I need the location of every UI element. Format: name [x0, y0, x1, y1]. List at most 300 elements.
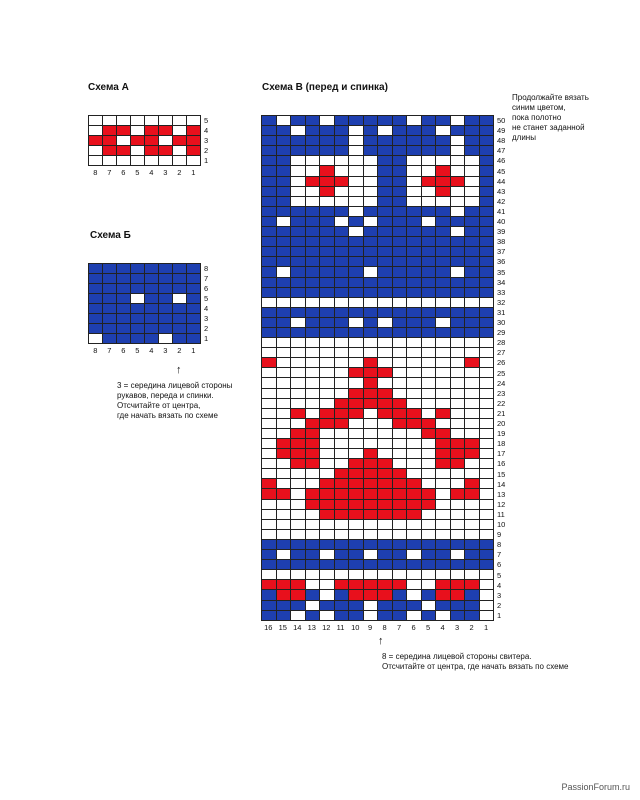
grid-cell — [436, 510, 450, 519]
grid-cell — [291, 489, 305, 498]
grid-cell — [306, 288, 320, 297]
grid-cell — [393, 247, 407, 256]
grid-cell — [378, 217, 392, 226]
grid-cell — [173, 324, 186, 333]
grid-cell — [349, 389, 363, 398]
grid-cell — [393, 449, 407, 458]
grid-cell — [480, 409, 494, 418]
grid-cell — [422, 197, 436, 206]
grid-cell — [320, 419, 334, 428]
grid-cell — [407, 227, 421, 236]
grid-cell — [393, 156, 407, 165]
grid-cell — [451, 520, 465, 529]
grid-cell — [436, 590, 450, 599]
grid-cell — [349, 197, 363, 206]
grid-cell — [291, 358, 305, 367]
grid-cell — [277, 288, 291, 297]
grid-cell — [320, 530, 334, 539]
grid-cell — [480, 267, 494, 276]
grid-cell — [378, 469, 392, 478]
grid-cell — [262, 570, 276, 579]
grid-cell — [451, 389, 465, 398]
grid-cell — [407, 550, 421, 559]
scheme-a-title: Схема А — [88, 82, 129, 93]
grid-cell — [131, 146, 144, 155]
grid-cell — [291, 439, 305, 448]
grid-cell — [173, 284, 186, 293]
row-label: 46 — [497, 156, 506, 166]
grid-cell — [262, 267, 276, 276]
grid-cell — [277, 378, 291, 387]
grid-cell — [465, 409, 479, 418]
grid-cell — [103, 314, 116, 323]
grid-cell — [378, 177, 392, 186]
grid-cell — [173, 294, 186, 303]
grid-cell — [306, 237, 320, 246]
grid-cell — [159, 274, 172, 283]
grid-cell — [407, 459, 421, 468]
grid-cell — [407, 590, 421, 599]
grid-cell — [422, 368, 436, 377]
grid-cell — [465, 580, 479, 589]
grid-cell — [306, 389, 320, 398]
grid-cell — [117, 156, 130, 165]
grid-cell — [262, 429, 276, 438]
grid-cell — [262, 126, 276, 135]
grid-cell — [436, 207, 450, 216]
grid-cell — [465, 126, 479, 135]
grid-cell — [320, 308, 334, 317]
grid-cell — [451, 267, 465, 276]
grid-cell — [277, 590, 291, 599]
grid-cell — [89, 126, 102, 135]
grid-cell — [378, 399, 392, 408]
grid-cell — [277, 550, 291, 559]
grid-cell — [436, 338, 450, 347]
grid-cell — [262, 560, 276, 569]
grid-cell — [393, 187, 407, 196]
grid-cell — [335, 288, 349, 297]
grid-cell — [291, 469, 305, 478]
grid-cell — [320, 520, 334, 529]
grid-cell — [422, 237, 436, 246]
grid-cell — [407, 601, 421, 610]
grid-cell — [173, 116, 186, 125]
grid-cell — [480, 288, 494, 297]
grid-cell — [393, 298, 407, 307]
row-label: 3 — [497, 590, 502, 600]
grid-cell — [465, 429, 479, 438]
grid-cell — [306, 187, 320, 196]
grid-cell — [117, 264, 130, 273]
grid-cell — [378, 540, 392, 549]
row-label: 31 — [497, 307, 506, 317]
grid-cell — [451, 338, 465, 347]
grid-cell — [291, 459, 305, 468]
grid-cell — [393, 611, 407, 620]
grid-cell — [422, 530, 436, 539]
grid-cell — [364, 288, 378, 297]
grid-cell — [378, 136, 392, 145]
grid-cell — [407, 308, 421, 317]
grid-cell — [378, 590, 392, 599]
grid-cell — [291, 156, 305, 165]
grid-cell — [262, 489, 276, 498]
grid-cell — [187, 314, 200, 323]
grid-cell — [451, 540, 465, 549]
grid-cell — [320, 449, 334, 458]
grid-cell — [306, 409, 320, 418]
grid-cell — [378, 358, 392, 367]
grid-cell — [291, 590, 305, 599]
grid-cell — [465, 298, 479, 307]
grid-cell — [465, 570, 479, 579]
grid-cell — [89, 334, 102, 343]
grid-cell — [436, 439, 450, 448]
grid-cell — [117, 126, 130, 135]
grid-cell — [465, 257, 479, 266]
grid-cell — [364, 197, 378, 206]
grid-cell — [378, 409, 392, 418]
row-label: 6 — [204, 284, 209, 293]
grid-cell — [422, 540, 436, 549]
grid-cell — [277, 479, 291, 488]
grid-cell — [335, 197, 349, 206]
grid-cell — [131, 304, 144, 313]
grid-cell — [349, 328, 363, 337]
grid-cell — [262, 389, 276, 398]
col-label: 16 — [264, 623, 273, 632]
grid-cell — [349, 217, 363, 226]
grid-cell — [320, 237, 334, 246]
grid-cell — [306, 126, 320, 135]
grid-cell — [117, 274, 130, 283]
grid-cell — [407, 247, 421, 256]
grid-cell — [277, 429, 291, 438]
grid-cell — [320, 217, 334, 226]
grid-cell — [306, 601, 320, 610]
row-label: 26 — [497, 358, 506, 368]
grid-cell — [480, 560, 494, 569]
grid-cell — [451, 570, 465, 579]
grid-cell — [335, 318, 349, 327]
grid-cell — [422, 247, 436, 256]
grid-cell — [364, 510, 378, 519]
row-label: 49 — [497, 126, 506, 136]
row-label: 29 — [497, 328, 506, 338]
grid-cell — [320, 429, 334, 438]
grid-cell — [393, 590, 407, 599]
grid-cell — [349, 409, 363, 418]
grid-cell — [277, 399, 291, 408]
grid-cell — [451, 348, 465, 357]
col-label: 12 — [322, 623, 331, 632]
grid-cell — [320, 136, 334, 145]
grid-cell — [422, 580, 436, 589]
grid-cell — [364, 439, 378, 448]
col-label: 15 — [278, 623, 287, 632]
grid-cell — [320, 601, 334, 610]
col-label: 10 — [351, 623, 360, 632]
grid-cell — [262, 136, 276, 145]
grid-cell — [364, 368, 378, 377]
grid-cell — [277, 520, 291, 529]
grid-cell — [159, 264, 172, 273]
grid-cell — [364, 207, 378, 216]
grid-cell — [393, 166, 407, 175]
grid-cell — [320, 197, 334, 206]
grid-cell — [393, 126, 407, 135]
grid-cell — [393, 278, 407, 287]
grid-cell — [422, 439, 436, 448]
grid-cell — [422, 479, 436, 488]
grid-cell — [422, 601, 436, 610]
grid-cell — [364, 298, 378, 307]
grid-cell — [451, 590, 465, 599]
grid-cell — [378, 611, 392, 620]
grid-cell — [436, 560, 450, 569]
grid-cell — [407, 540, 421, 549]
grid-cell — [364, 358, 378, 367]
grid-cell — [393, 540, 407, 549]
grid-cell — [480, 278, 494, 287]
grid-cell — [364, 187, 378, 196]
grid-cell — [291, 288, 305, 297]
row-label: 1 — [204, 156, 209, 165]
grid-cell — [364, 378, 378, 387]
grid-cell — [422, 126, 436, 135]
grid-cell — [480, 399, 494, 408]
row-label: 37 — [497, 247, 506, 257]
grid-cell — [436, 389, 450, 398]
grid-cell — [480, 459, 494, 468]
grid-cell — [262, 217, 276, 226]
grid-cell — [407, 378, 421, 387]
grid-cell — [335, 136, 349, 145]
grid-cell — [465, 540, 479, 549]
grid-cell — [320, 409, 334, 418]
grid-cell — [145, 146, 158, 155]
grid-cell — [291, 580, 305, 589]
grid-cell — [262, 601, 276, 610]
grid-cell — [465, 318, 479, 327]
grid-cell — [364, 611, 378, 620]
grid-cell — [364, 247, 378, 256]
grid-cell — [451, 560, 465, 569]
col-label: 14 — [293, 623, 302, 632]
grid-cell — [349, 207, 363, 216]
grid-cell — [378, 419, 392, 428]
col-label: 1 — [191, 168, 196, 177]
grid-cell — [349, 489, 363, 498]
grid-cell — [451, 177, 465, 186]
grid-cell — [145, 334, 158, 343]
grid-cell — [422, 358, 436, 367]
grid-cell — [145, 116, 158, 125]
grid-cell — [131, 284, 144, 293]
grid-cell — [349, 237, 363, 246]
scheme-v-side-note: Продолжайте вязать синим цветом, пока полотно не станет заданной длины — [512, 93, 589, 142]
grid-cell — [407, 479, 421, 488]
grid-cell — [320, 540, 334, 549]
row-label: 25 — [497, 368, 506, 378]
grid-cell — [349, 570, 363, 579]
grid-cell — [277, 540, 291, 549]
grid-cell — [262, 348, 276, 357]
row-label: 33 — [497, 287, 506, 297]
grid-cell — [349, 500, 363, 509]
grid-cell — [364, 489, 378, 498]
grid-cell — [393, 459, 407, 468]
grid-cell — [320, 399, 334, 408]
grid-cell — [393, 348, 407, 357]
grid-cell — [103, 284, 116, 293]
grid-cell — [451, 187, 465, 196]
grid-cell — [159, 116, 172, 125]
grid-cell — [480, 530, 494, 539]
grid-cell — [436, 368, 450, 377]
grid-cell — [422, 419, 436, 428]
grid-cell — [451, 611, 465, 620]
grid-cell — [187, 304, 200, 313]
grid-cell — [277, 570, 291, 579]
grid-cell — [465, 308, 479, 317]
grid-cell — [335, 267, 349, 276]
grid-cell — [306, 348, 320, 357]
grid-cell — [465, 328, 479, 337]
grid-cell — [89, 274, 102, 283]
grid-cell — [187, 284, 200, 293]
grid-cell — [364, 217, 378, 226]
grid-cell — [393, 146, 407, 155]
grid-cell — [364, 267, 378, 276]
grid-cell — [262, 358, 276, 367]
grid-cell — [393, 469, 407, 478]
grid-cell — [451, 136, 465, 145]
grid-cell — [422, 378, 436, 387]
grid-cell — [291, 116, 305, 125]
grid-cell — [291, 560, 305, 569]
grid-cell — [451, 378, 465, 387]
grid-cell — [393, 489, 407, 498]
grid-cell — [465, 116, 479, 125]
grid-cell — [407, 278, 421, 287]
grid-cell — [349, 247, 363, 256]
grid-cell — [262, 590, 276, 599]
grid-cell — [320, 146, 334, 155]
grid-cell — [291, 611, 305, 620]
grid-cell — [145, 126, 158, 135]
grid-cell — [291, 399, 305, 408]
grid-cell — [378, 146, 392, 155]
grid-cell — [262, 469, 276, 478]
grid-cell — [277, 227, 291, 236]
row-label: 20 — [497, 419, 506, 429]
grid-cell — [436, 601, 450, 610]
grid-cell — [291, 601, 305, 610]
grid-cell — [364, 257, 378, 266]
grid-cell — [480, 419, 494, 428]
grid-cell — [277, 237, 291, 246]
grid-cell — [364, 590, 378, 599]
grid-cell — [335, 207, 349, 216]
grid-cell — [335, 237, 349, 246]
grid-cell — [320, 378, 334, 387]
grid-cell — [465, 166, 479, 175]
grid-cell — [335, 247, 349, 256]
grid-cell — [291, 237, 305, 246]
grid-cell — [378, 338, 392, 347]
grid-cell — [291, 348, 305, 357]
grid-cell — [349, 318, 363, 327]
grid-cell — [103, 126, 116, 135]
grid-cell — [306, 328, 320, 337]
row-label: 44 — [497, 176, 506, 186]
grid-cell — [451, 399, 465, 408]
grid-cell — [393, 389, 407, 398]
row-label: 10 — [497, 520, 506, 530]
grid-cell — [480, 338, 494, 347]
row-label: 14 — [497, 479, 506, 489]
grid-cell — [145, 304, 158, 313]
grid-cell — [320, 267, 334, 276]
grid-cell — [89, 116, 102, 125]
grid-cell — [436, 378, 450, 387]
grid-cell — [349, 439, 363, 448]
grid-cell — [262, 419, 276, 428]
grid-cell — [277, 338, 291, 347]
row-label: 19 — [497, 429, 506, 439]
grid-cell — [436, 247, 450, 256]
grid-cell — [407, 298, 421, 307]
grid-cell — [306, 116, 320, 125]
grid-cell — [465, 489, 479, 498]
row-label: 4 — [204, 126, 209, 135]
grid-cell — [187, 294, 200, 303]
row-label: 27 — [497, 348, 506, 358]
grid-cell — [277, 247, 291, 256]
grid-cell — [422, 520, 436, 529]
grid-cell — [320, 368, 334, 377]
grid-cell — [103, 136, 116, 145]
grid-cell — [407, 560, 421, 569]
grid-cell — [349, 469, 363, 478]
grid-cell — [103, 264, 116, 273]
row-label: 5 — [204, 116, 209, 125]
grid-cell — [262, 530, 276, 539]
grid-cell — [349, 227, 363, 236]
grid-cell — [335, 308, 349, 317]
row-label: 5 — [497, 570, 502, 580]
grid-cell — [436, 489, 450, 498]
grid-cell — [407, 237, 421, 246]
grid-cell — [291, 540, 305, 549]
grid-cell — [349, 510, 363, 519]
grid-cell — [436, 288, 450, 297]
grid-cell — [262, 500, 276, 509]
grid-cell — [407, 449, 421, 458]
grid-cell — [364, 308, 378, 317]
grid-cell — [277, 409, 291, 418]
col-label: 6 — [411, 623, 416, 632]
grid-cell — [393, 237, 407, 246]
grid-cell — [262, 378, 276, 387]
grid-cell — [465, 187, 479, 196]
grid-cell — [451, 116, 465, 125]
col-label: 9 — [367, 623, 373, 632]
grid-cell — [262, 449, 276, 458]
grid-cell — [335, 358, 349, 367]
